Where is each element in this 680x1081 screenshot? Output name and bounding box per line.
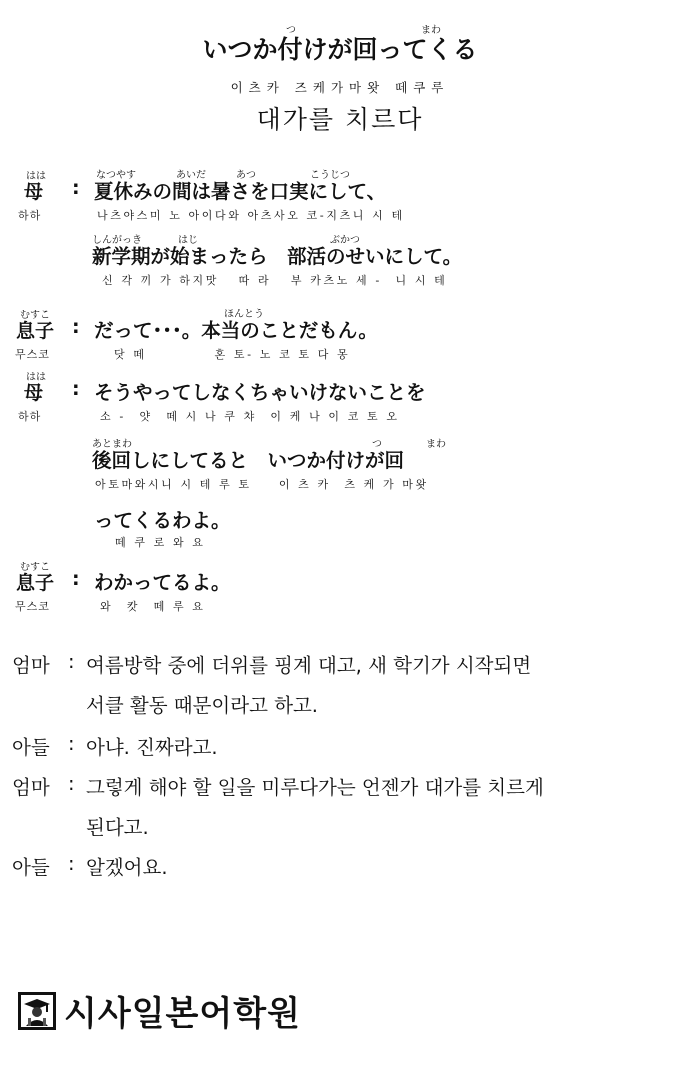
speaker-colon: : [72, 378, 80, 400]
speaker-mother: 母 [24, 382, 44, 404]
speaker-colon: : [72, 568, 80, 590]
translation-colon: : [68, 650, 75, 673]
japanese-line: 後回しにしてると いつか付けが回 [92, 449, 405, 472]
furigana: ほんとう [224, 309, 264, 320]
speaker-son: 息子 [16, 572, 55, 594]
graduate-icon [18, 992, 56, 1030]
korean-reading: 떼 쿠 로 와 요 [115, 536, 206, 549]
japanese-line: そうやってしなくちゃいけないことを [94, 381, 426, 404]
translation-text-continued: 서클 활동 때문이라고 하고. [86, 694, 319, 717]
furigana: しんがっき [92, 235, 142, 246]
translation-text: 알겠어요. [86, 856, 168, 879]
title-korean: 대가를 치르다 [256, 105, 424, 134]
korean-reading: 나츠야스미 노 아이다와 아츠사오 코-지츠니 시 테 [97, 209, 405, 222]
furigana: あいだ [176, 170, 206, 181]
speaker-reading: 하하 [18, 410, 42, 423]
furigana: ぶかつ [330, 235, 360, 246]
speaker-reading: 무스코 [15, 600, 50, 613]
speaker-colon: : [72, 316, 80, 338]
translation-text-continued: 된다고. [86, 816, 149, 839]
speaker-reading: 하하 [18, 209, 42, 222]
academy-name: 시사일본어학원 [64, 994, 301, 1034]
speaker-furigana: むすこ [20, 562, 50, 573]
korean-reading: 와 캇 떼 루 요 [100, 600, 206, 613]
japanese-line: ってくるわよ。 [94, 509, 231, 532]
translation-speaker: 아들 [12, 736, 50, 759]
translation-speaker: 엄마 [12, 654, 50, 677]
speaker-son: 息子 [16, 320, 55, 342]
speaker-colon: : [72, 177, 80, 199]
furigana: なつやす [96, 170, 136, 181]
title-furigana-tsu: つ [286, 25, 296, 36]
translation-text: 그렇게 해야 할 일을 미루다가는 언젠가 대가를 치르게 [86, 776, 544, 799]
translation-colon: : [68, 852, 75, 875]
speaker-furigana: むすこ [20, 310, 50, 321]
korean-reading: 닷 떼 혼 토- 노 코 토 다 몽 [114, 348, 351, 361]
speaker-reading: 무스코 [15, 348, 50, 361]
academy-logo [18, 986, 301, 1035]
korean-reading: 소 - 얏 떼 시 나 쿠 챠 이 케 나 이 코 토 오 [100, 410, 400, 423]
translation-text: 아냐. 진짜라고. [86, 736, 218, 759]
furigana: あつ [236, 170, 256, 181]
title-furigana-mawa: まわ [421, 25, 441, 36]
speaker-furigana: はは [26, 171, 46, 182]
translation-text: 여름방학 중에 더위를 핑계 대고, 새 학기가 시작되면 [86, 654, 532, 677]
furigana: はじ [178, 235, 198, 246]
translation-colon: : [68, 732, 75, 755]
korean-reading: 아토마와시니 시 테 루 토 이 츠 카 츠 케 가 마왓 [95, 478, 429, 491]
translation-speaker: 엄마 [12, 776, 50, 799]
translation-colon: : [68, 772, 75, 795]
furigana: つ [372, 439, 382, 450]
japanese-line: 夏休みの間は暑さを口実にして、 [94, 180, 387, 203]
furigana: こうじつ [310, 170, 350, 181]
korean-reading: 신 각 끼 가 하지맛 따 라 부 카츠노 세 - 니 시 테 [102, 274, 448, 287]
japanese-line: だって･･･。本当のことだもん。 [94, 319, 378, 342]
speaker-mother: 母 [24, 181, 44, 203]
translation-speaker: 아들 [12, 856, 50, 879]
japanese-line: 新学期が始まったら 部活のせいにして。 [92, 245, 463, 268]
japanese-line: わかってるよ。 [94, 571, 231, 594]
title-japanese: いつか付けが回ってくる [202, 35, 478, 64]
title-korean-reading: 이츠카 즈케가마왓 떼쿠루 [230, 80, 450, 95]
furigana: あとまわ [92, 439, 132, 450]
speaker-furigana: はは [26, 372, 46, 383]
furigana: まわ [426, 439, 446, 450]
